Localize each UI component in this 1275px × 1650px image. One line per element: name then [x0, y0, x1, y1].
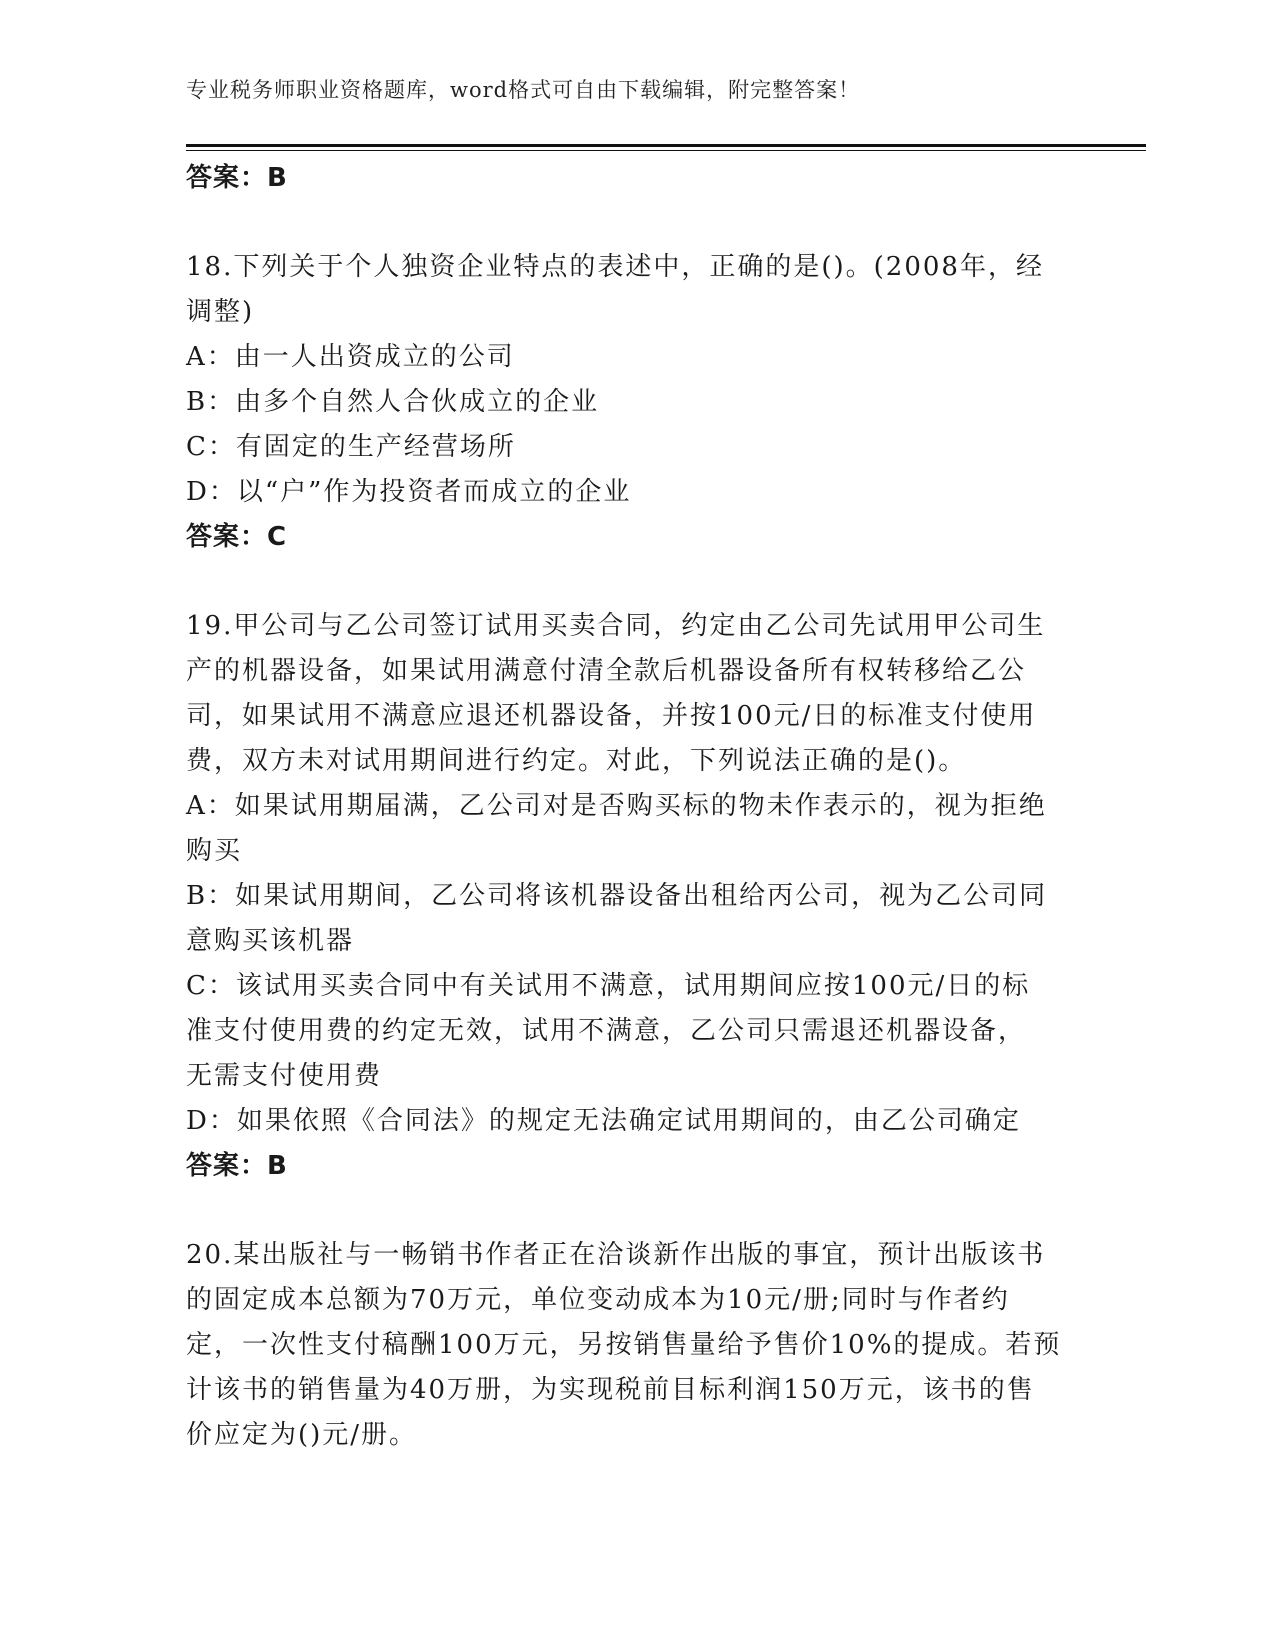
question-stem-line: 20.某出版社与一畅销书作者正在洽谈新作出版的事宜，预计出版该书: [186, 1240, 1046, 1270]
option-a: A：由一人出资成立的公司: [186, 342, 515, 372]
question-18: [186, 245, 1086, 560]
question-20: [186, 1233, 1086, 1458]
header-rule-thick: [186, 144, 1146, 147]
previous-answer: 答案：B: [186, 163, 288, 193]
option-c: C：有固定的生产经营场所: [186, 432, 516, 462]
question-stem-line: 计该书的销售量为40万册，为实现税前目标利润150万元，该书的售: [186, 1375, 1035, 1405]
option-b: B：如果试用期间，乙公司将该机器设备出租给丙公司，视为乙公司同: [186, 881, 1048, 911]
option-c: C：该试用买卖合同中有关试用不满意，试用期间应按100元/日的标: [186, 971, 1031, 1001]
page-header: 专业税务师职业资格题库，word格式可自由下载编辑，附完整答案！: [186, 78, 861, 102]
question-stem-line: 19.甲公司与乙公司签订试用买卖合同，约定由乙公司先试用甲公司生: [186, 611, 1046, 641]
answer: 答案：B: [186, 1151, 288, 1181]
header-rule-thin: [186, 150, 1146, 151]
question-stem-line: 18.下列关于个人独资企业特点的表述中，正确的是()。(2008年，经: [186, 252, 1044, 282]
question-19: [186, 604, 1086, 1189]
question-stem-line: 司，如果试用不满意应退还机器设备，并按100元/日的标准支付使用: [186, 701, 1037, 731]
question-stem-line: 费，双方未对试用期间进行约定。对此，下列说法正确的是()。: [186, 746, 967, 776]
option-b-continued: 意购买该机器: [186, 926, 355, 956]
option-a: A：如果试用期届满，乙公司对是否购买标的物未作表示的，视为拒绝: [186, 791, 1047, 821]
question-stem-line: 调整): [186, 297, 255, 327]
question-stem-line: 的固定成本总额为70万元，单位变动成本为10元/册;同时与作者约: [186, 1285, 1010, 1315]
question-content: [186, 156, 1086, 1458]
question-stem-line: 价应定为()元/册。: [186, 1420, 418, 1450]
option-c-continued: 准支付使用费的约定无效，试用不满意，乙公司只需退还机器设备，: [186, 1016, 1027, 1046]
option-d: D：如果依照《合同法》的规定无法确定试用期间的，由乙公司确定: [186, 1106, 1021, 1136]
question-stem-line: 产的机器设备，如果试用满意付清全款后机器设备所有权转移给乙公: [186, 656, 1027, 686]
option-c-continued: 无需支付使用费: [186, 1061, 383, 1091]
question-stem-line: 定，一次性支付稿酬100万元，另按销售量给予售价10%的提成。若预: [186, 1330, 1062, 1360]
option-a-continued: 购买: [186, 836, 243, 866]
answer: 答案：C: [186, 522, 288, 552]
option-d: D：以“户”作为投资者而成立的企业: [186, 477, 632, 507]
option-b: B：由多个自然人合伙成立的企业: [186, 387, 600, 417]
